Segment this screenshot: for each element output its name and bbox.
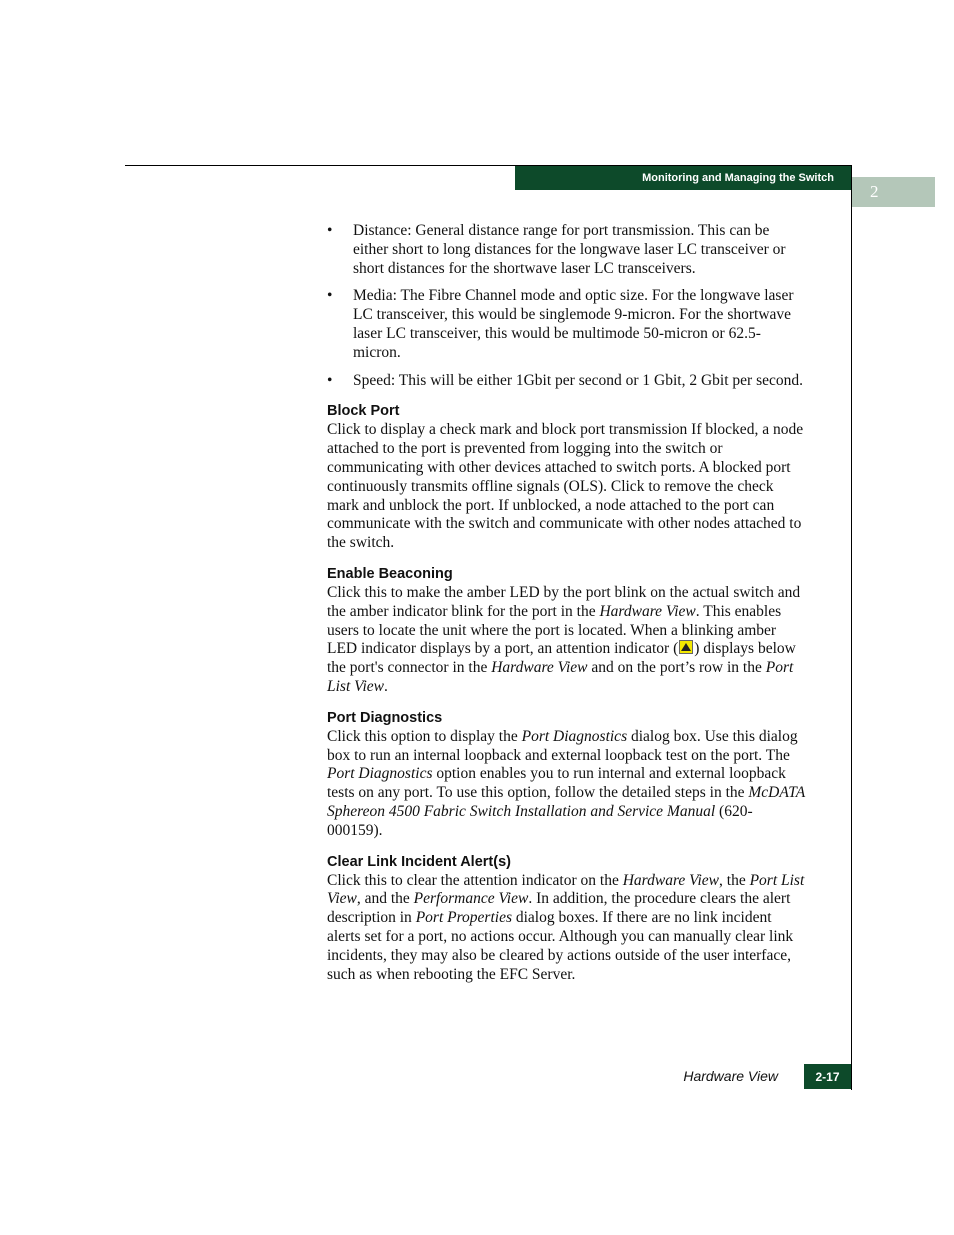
- chapter-tab: [852, 177, 935, 207]
- paragraph-port-diagnostics: [327, 728, 805, 841]
- text-run: Click this option to display the: [327, 727, 522, 745]
- margin-rule: [851, 165, 852, 1090]
- italic-term: Hardware View: [599, 602, 696, 620]
- bullet-text: Speed: This will be either 1Gbit per second or 1 Gbit, 2 Gbit per second.: [353, 371, 803, 389]
- bullet-item-media: [327, 287, 805, 362]
- text-run: .: [383, 677, 388, 695]
- heading-block-port: Block Port: [327, 403, 400, 420]
- page-number-label: 2-17: [815, 1069, 840, 1084]
- italic-term: McDATA Sphereon 4500 Fabric Switch Installation and Service Manual: [327, 784, 805, 820]
- running-header: [515, 166, 851, 190]
- bullet-item-distance: [327, 222, 805, 278]
- heading-enable-beaconing: Enable Beaconing: [327, 565, 453, 582]
- bullet-text: Media: The Fibre Channel mode and optic size. For the longwave laser LC transceiver, this would be singlemode 9-micron. For the shortwave laser LC transceiver, this would be multimode 50-micron or 62.5-micron.: [353, 287, 794, 361]
- italic-term: Port List View: [327, 871, 805, 908]
- bullet-text: Distance: General distance range for port transmission. This can be either short to long distances for the longwave laser LC transceiver or short distances for the shortwave laser LC transceivers.: [353, 222, 786, 277]
- italic-term: Port Diagnostics: [521, 727, 628, 745]
- italic-term: Port Properties: [415, 909, 512, 927]
- text-run: dialog box. Use this dialog box to run an internal loopback and external loopback test on the port. The: [327, 727, 798, 764]
- attention-indicator-icon: [679, 640, 693, 654]
- paragraph-block-port: Click to display a check mark and block port transmission If blocked, a node attached to the port is prevented from logging into the switch or communicating with other devices attached to switch ports. A blocked port continuously transmits offline signals (OLS). Click to remove the check mark and unblock the port. If unblocked, a node attached to the port can communicate with the switch and communicate with other nodes attached to the switch.: [327, 421, 804, 552]
- text-run: (620-000159).: [327, 802, 753, 839]
- italic-term: Hardware View: [491, 659, 588, 677]
- footer-section-title: Hardware View: [683, 1068, 778, 1084]
- bullet-icon: •: [327, 287, 333, 305]
- text-run: . In addition, the procedure clears the alert description in: [327, 890, 791, 927]
- italic-term: Performance View: [413, 890, 529, 908]
- text-run: . This enables users to locate the unit where the port is located. When a blinking amber LED indicator displays by a port, an attention indicator (: [327, 602, 782, 658]
- italic-term: Port Diagnostics: [327, 765, 433, 783]
- text-run: Click this to clear the attention indicator on the: [327, 871, 623, 889]
- bullet-list: [327, 222, 805, 390]
- heading-clear-link-incident: Clear Link Incident Alert(s): [327, 853, 511, 870]
- body-content: [327, 222, 805, 984]
- chapter-number: 2: [870, 182, 879, 201]
- text-run: Click this to make the amber LED by the port blink on the actual switch and the amber indicator blink for the port in the: [327, 583, 801, 620]
- text-run: , the: [719, 871, 750, 889]
- text-run: and on the port’s row in the: [587, 659, 766, 677]
- bullet-item-speed: [327, 372, 805, 391]
- text-run: ) displays below the port's connector in the: [327, 640, 796, 677]
- italic-term: Port List View: [327, 659, 794, 695]
- bullet-icon: •: [327, 371, 333, 389]
- heading-port-diagnostics: Port Diagnostics: [327, 709, 443, 726]
- text-run: dialog boxes. If there are no link incident alerts set for a port, no actions occur. Although you can manually clear link incidents, they may also be cleared by actions outside of the user interface, such as when rebooting the EFC Server.: [327, 909, 794, 983]
- bullet-icon: •: [327, 222, 333, 239]
- running-header-title: Monitoring and Managing the Switch: [642, 172, 834, 184]
- paragraph-enable-beaconing: [327, 584, 805, 697]
- page-number: [804, 1064, 851, 1089]
- text-run: , and the: [356, 890, 414, 908]
- paragraph-clear-link-incident: [327, 872, 805, 985]
- text-run: option enables you to run internal and external loopback tests on any port. To use this option, follow the detailed steps in the: [327, 765, 786, 802]
- italic-term: Hardware View: [622, 871, 720, 889]
